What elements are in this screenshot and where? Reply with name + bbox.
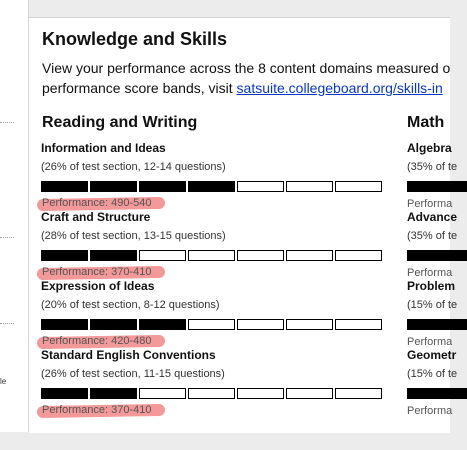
skill-name: Craft and Structure: [41, 210, 151, 224]
math-skill-algebra: [407, 141, 467, 211]
bar-segment-empty: [237, 181, 284, 192]
bar-segment-empty: [286, 250, 333, 261]
intro-line-1: View your performance across the 8 content domains measured o: [42, 60, 451, 76]
knowledge-skills-card: [29, 17, 458, 433]
skill-name: Information and Ideas: [41, 141, 166, 155]
bar-segment-empty: [139, 250, 186, 261]
bar-segment-empty: [286, 388, 333, 399]
skill-weight: (35% of te: [407, 230, 458, 242]
bar-segment-empty: [286, 319, 333, 330]
section-title: Knowledge and Skills: [42, 29, 228, 49]
skill-name: Advance: [407, 210, 458, 224]
skill-weight: (26% of test section, 11-15 questions): [41, 368, 225, 380]
bar-segment-filled: [41, 319, 88, 330]
skill-weight: (35% of te: [407, 161, 458, 173]
bar-segment-filled: [41, 181, 88, 192]
skill-name: Algebra: [407, 141, 452, 155]
bar-segment-empty: [335, 388, 382, 399]
intro-line-2-prefix: performance score bands, visit: [42, 80, 237, 96]
performance-bar: [407, 250, 467, 261]
skill-name: Problem: [407, 279, 456, 293]
skills-insight-link[interactable]: satsuite.collegeboard.org/skills-in: [236, 80, 443, 96]
performance-score: Performance: 370-410: [42, 404, 152, 416]
performance-row: [41, 266, 391, 280]
performance-bar: [41, 319, 391, 330]
bar-segment-empty: [335, 250, 382, 261]
performance-score: Performance: 490-540: [42, 197, 152, 209]
skill-information-ideas: [41, 141, 391, 211]
left-panel: [0, 0, 29, 432]
performance-bar: [41, 250, 391, 261]
bar-segment-empty: [139, 388, 186, 399]
math-heading: Math: [407, 114, 445, 131]
performance-score: Performa: [407, 405, 453, 417]
left-divider: [0, 237, 14, 238]
intro-text: [42, 58, 450, 98]
bar-segment-empty: [237, 319, 284, 330]
skill-name: Standard English Conventions: [41, 348, 216, 362]
performance-bar: [407, 319, 467, 330]
performance-score: Performa: [407, 336, 453, 348]
left-divider: [0, 122, 14, 123]
performance-bar: [407, 181, 467, 192]
skill-weight: (20% of test section, 8-12 questions): [41, 299, 220, 311]
performance-bar: [41, 181, 391, 192]
performance-score: Performa: [407, 267, 453, 279]
bar-segment-filled: [90, 181, 137, 192]
bar-segment-filled: [41, 388, 88, 399]
skill-expression-ideas: [41, 279, 391, 349]
bar-segment-empty: [188, 319, 235, 330]
math-skill-advanced: [407, 210, 467, 280]
skill-standard-english: [41, 348, 391, 418]
performance-bar: [407, 388, 467, 399]
performance-score: Performance: 370-410: [42, 266, 152, 278]
skill-craft-structure: [41, 210, 391, 280]
skill-weight: (26% of test section, 12-14 questions): [41, 161, 226, 173]
performance-bar: [41, 388, 391, 399]
performance-row: [41, 335, 391, 349]
bar-segment-empty: [188, 388, 235, 399]
bar-segment-empty: [188, 250, 235, 261]
performance-score: Performa: [407, 198, 453, 210]
performance-row: [41, 197, 391, 211]
skill-weight: (28% of test section, 13-15 questions): [41, 230, 226, 242]
bar-segment-empty: [335, 181, 382, 192]
left-text-fragment: le: [0, 377, 7, 386]
performance-score: Performance: 420-480: [42, 335, 152, 347]
bar-segment-filled: [188, 181, 235, 192]
math-skill-geometry: [407, 348, 467, 418]
bar-segment-empty: [237, 388, 284, 399]
skill-name: Expression of Ideas: [41, 279, 155, 293]
bar-segment-filled: [139, 181, 186, 192]
bar-segment-filled: [41, 250, 88, 261]
left-divider: [0, 323, 14, 324]
bar-segment-empty: [237, 250, 284, 261]
reading-writing-heading: Reading and Writing: [42, 114, 198, 131]
bar-segment-filled: [90, 250, 137, 261]
math-skill-problem: [407, 279, 467, 349]
bar-segment-filled: [90, 319, 137, 330]
skill-name: Geometr: [407, 348, 457, 362]
bar-segment-empty: [335, 319, 382, 330]
bar-segment-filled: [139, 319, 186, 330]
skill-weight: (15% of te: [407, 368, 458, 380]
bar-segment-filled: [90, 388, 137, 399]
bar-segment-empty: [286, 181, 333, 192]
skill-weight: (15% of te: [407, 299, 458, 311]
performance-row: [41, 404, 391, 418]
intro-line-2: [42, 78, 450, 98]
